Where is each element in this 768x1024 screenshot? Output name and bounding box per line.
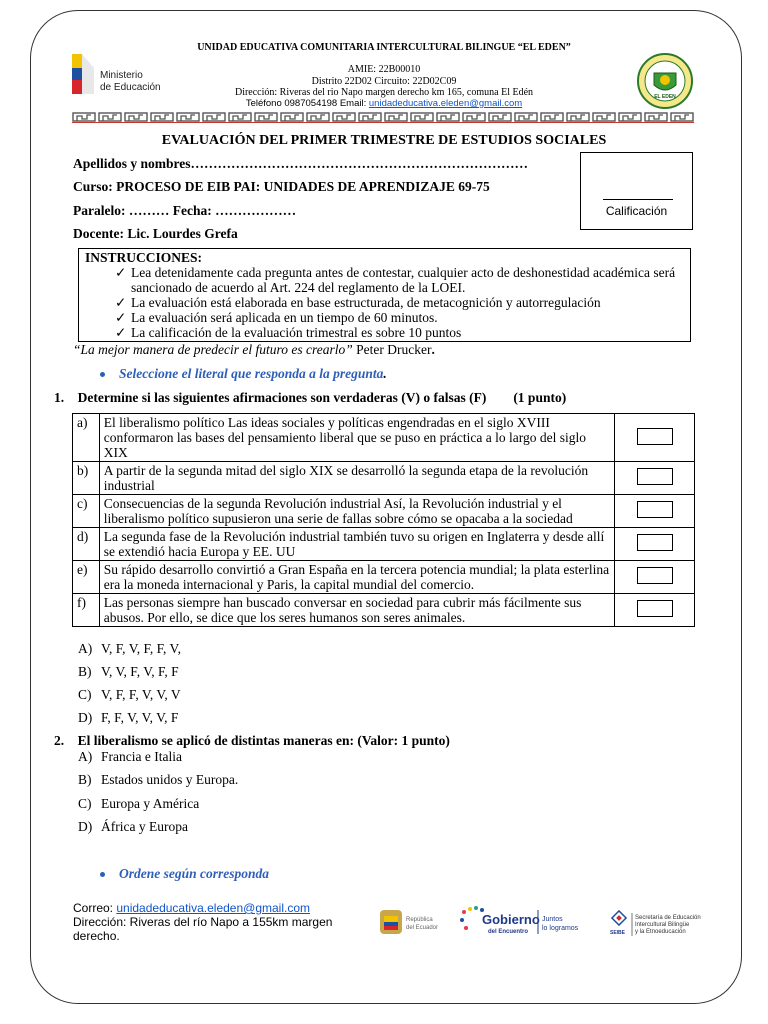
answer-box[interactable] — [637, 428, 673, 445]
instructions-title: INSTRUCCIONES: — [85, 250, 203, 265]
seibe-label: SEIBE — [610, 930, 626, 936]
option-item[interactable]: D) F, F, V, V, V, F — [78, 710, 179, 725]
section-order: Ordene según corresponda — [100, 866, 269, 882]
table-row: c) Consecuencias de la segunda Revolución industrial Así, la Revolución industrial y el liberalismo político supusieron una serie de fallas sobre cómo se opacaba a la sociedad — [73, 495, 695, 528]
seal-text: EL EDEN — [654, 94, 676, 100]
gobierno-logo-right2: lo logramos — [542, 925, 579, 932]
answer-box[interactable] — [637, 534, 673, 551]
question-2-heading: 2. El liberalismo se aplicó de distintas maneras en: (Valor: 1 punto) — [54, 733, 450, 748]
instructions-box — [78, 248, 691, 342]
instruction-item: ✓ Lea detenidamente cada pregunta antes de contestar, cualquier acto de deshonestidad académica será sancionado de acuerdo al Art. 224 del reglamento de la LOEI. — [115, 265, 676, 295]
answer-box[interactable] — [637, 468, 673, 485]
footer-email-link[interactable]: unidadeducativa.eleden@gmail.com — [116, 901, 310, 915]
republica-ecuador-logo — [378, 908, 450, 938]
decorative-pattern-band — [72, 111, 694, 123]
bullet-icon — [100, 872, 105, 877]
checkmark-icon: ✓ — [115, 325, 127, 340]
answer-box[interactable] — [637, 567, 673, 584]
option-item[interactable]: B) V, V, F, V, F, F — [78, 664, 179, 679]
grade-label: Calificación — [605, 204, 668, 218]
answer-box[interactable] — [637, 600, 673, 617]
bullet-icon — [100, 372, 105, 377]
school-name: UNIDAD EDUCATIVA COMUNITARIA INTERCULTURAL BILINGUE “EL EDEN” — [197, 42, 571, 53]
ministerio-educacion-logo — [72, 54, 161, 104]
gobierno-logo-right1: Juntos — [542, 916, 563, 923]
grade-box[interactable] — [580, 152, 693, 230]
answer-box[interactable] — [637, 501, 673, 518]
seibe-line3: y la Etnoeducación — [635, 929, 686, 935]
teacher-field: Docente: Lic. Lourdes Grefa — [73, 226, 238, 241]
gobierno-encuentro-logo — [458, 904, 598, 938]
grade-line — [603, 199, 673, 200]
amie-code: AMIE: 22B00010 — [347, 64, 421, 75]
table-row: d) La segunda fase de la Revolución industrial también tuvo su origen en Inglaterra y desde allí se extendió hacia Europa y EE. UU — [73, 528, 695, 561]
checkmark-icon: ✓ — [115, 310, 127, 325]
table-row: f) Las personas siempre han buscado conversar en sociedad para cubrir más fácilmente sus abusos. Por ello, se dice que los seres humanos son seres animales. — [73, 594, 695, 627]
paralelo-date-field[interactable]: Paralelo: ……… Fecha: ……………… — [73, 203, 297, 218]
option-item[interactable]: C) Europa y América — [78, 796, 200, 811]
option-item[interactable]: A) V, F, V, F, F, V, — [78, 641, 181, 656]
checkmark-icon: ✓ — [115, 295, 127, 310]
school-address: Dirección: Riveras del rio Napo margen derecho km 165, comuna El Edén — [234, 87, 534, 98]
quote-author: Peter Drucker — [352, 342, 432, 357]
checkmark-icon: ✓ — [115, 265, 127, 280]
footer-address: Dirección: Riveras del río Napo a 155km margen derecho. — [73, 915, 333, 943]
section-select-literal: Seleccione el literal que responda a la pregunta. — [100, 366, 387, 382]
seibe-line2: Intercultural Bilingüe — [635, 922, 690, 928]
student-name-field[interactable]: Apellidos y nombres………………………………………………………………… — [73, 156, 529, 171]
footer-contact — [73, 901, 373, 943]
exam-title: EVALUACIÓN DEL PRIMER TRIMESTRE DE ESTUDIOS SOCIALES — [161, 133, 607, 148]
question-1-heading: 1. Determine si las siguientes afirmaciones son verdaderas (V) o falsas (F) (1 punto) — [54, 390, 567, 405]
true-false-table — [72, 413, 695, 627]
option-item[interactable]: B) Estados unidos y Europa. — [78, 772, 239, 787]
instruction-item: ✓ La evaluación está elaborada en base estructurada, de metacognición y autorregulación — [115, 295, 601, 310]
table-row: b) A partir de la segunda mitad del siglo XIX se desarrolló la segunda etapa de la revolución industrial — [73, 462, 695, 495]
table-row: a) El liberalismo político Las ideas sociales y políticas engendradas en el siglo XVIII conformaron las bases del pensamiento liberal que se puso en práctica a lo largo del siglo XIX — [73, 414, 695, 462]
phone-label: Teléfono 0987054198 Email: — [245, 98, 369, 109]
quote: “La mejor manera de predecir el futuro es crearlo” Peter Drucker. — [73, 342, 435, 357]
seibe-logo — [610, 910, 722, 938]
gobierno-logo-main: Gobierno — [482, 912, 540, 927]
footer-email-line: Correo: unidadeducativa.eleden@gmail.com — [73, 901, 310, 915]
republica-logo-line2: del Ecuador — [406, 925, 439, 931]
seibe-line1: Secretaría de Educación — [635, 915, 701, 921]
gobierno-logo-sub: del Encuentro — [488, 929, 529, 935]
district-info: Distrito 22D02 Circuito: 22D02C09 — [311, 76, 457, 87]
instruction-item: ✓ La calificación de la evaluación trimestral es sobre 10 puntos — [115, 325, 462, 340]
quote-text: “La mejor manera de predecir el futuro es crearlo” — [73, 342, 353, 357]
option-item[interactable]: C) V, F, F, V, V, V — [78, 687, 181, 702]
school-seal-logo — [637, 53, 693, 109]
option-item[interactable]: A) Francia e Italia — [78, 749, 182, 764]
header-email-link[interactable]: unidadeducativa.eleden@gmail.com — [368, 98, 523, 109]
option-item[interactable]: D) África y Europa — [78, 819, 188, 834]
table-row: e) Su rápido desarrollo convirtió a Gran España en la tercera potencia mundial; la plata esterlina era la moneda internacional y Paris, la capital mundial del comercio. — [73, 561, 695, 594]
instruction-item: ✓ La evaluación será aplicada en un tiempo de 60 minutos. — [115, 310, 438, 325]
ministerio-logo-line1: Ministerio — [100, 70, 143, 81]
ministerio-logo-line2: de Educación — [100, 82, 161, 93]
course-field: Curso: PROCESO DE EIB PAI: UNIDADES DE APRENDIZAJE 69-75 — [73, 179, 490, 194]
republica-logo-line1: República — [406, 917, 433, 923]
